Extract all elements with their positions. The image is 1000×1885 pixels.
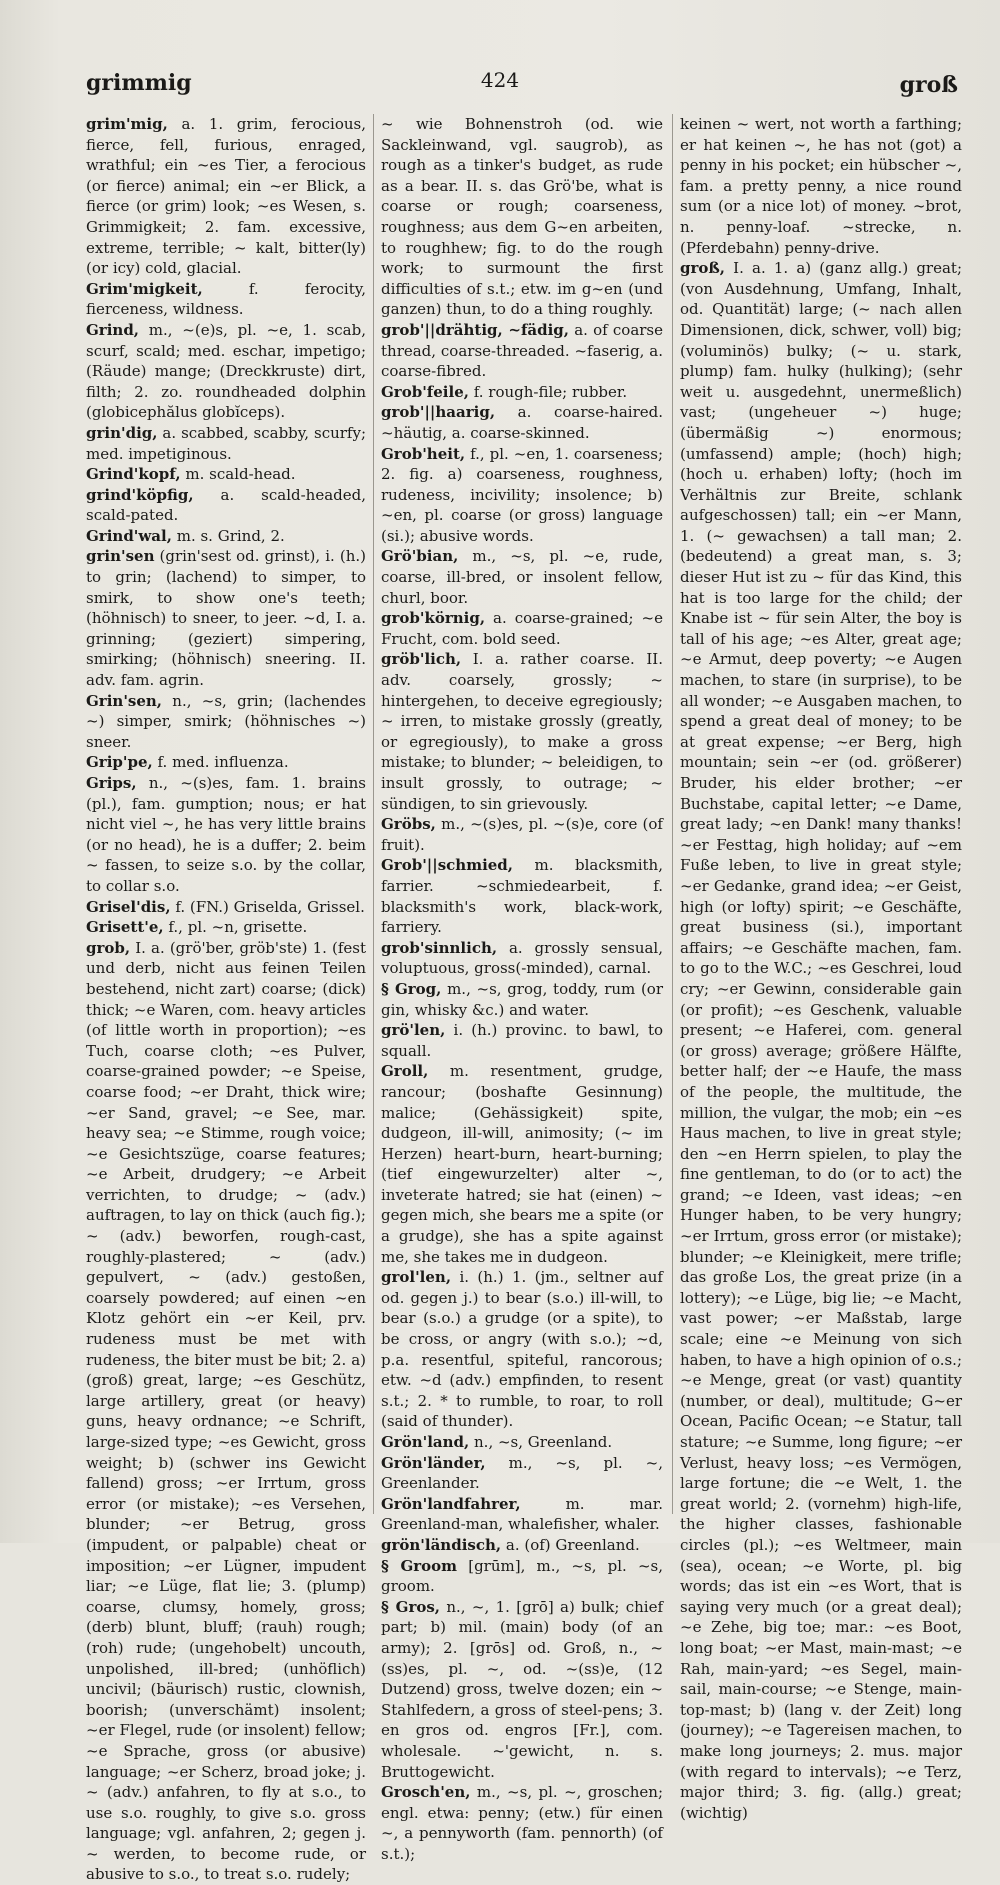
entry-definition: m. resentment, grudge, rancour; (boshafte Gesinnung) malice; (Gehässigkeit) spite, dudgeon, ill-will, animosity; (~ im Herzen) heart-burn, heart-burning; (tief eingewurzelter) alter ~, inveterate hatred; sie hat (einen) ~ gegen mich, she bears me a spite (or a grudge), she has a spite against me, she takes me in dudgeon. xyxy=(381,1062,663,1266)
entry-definition: n., ~s, Greenland. xyxy=(469,1433,613,1451)
entry-headword: gröb'lich, xyxy=(381,650,462,669)
dictionary-entry xyxy=(381,1782,663,1864)
entry-definition: m., ~s, grog, toddy, rum (or gin, whisky &c.) and water. xyxy=(381,979,663,1019)
entry-headword: Grosch'en, xyxy=(381,1783,471,1802)
entry-definition: a. (of) Greenland. xyxy=(501,1535,640,1554)
column-1 xyxy=(86,114,366,1884)
entry-definition: [grūm], m., ~s, pl. ~s, groom. xyxy=(381,1556,663,1596)
entry-definition: (grin'sest od. grinst), i. (h.) to grin; (lachend) to simper, to smirk, to show one's teeth; (höhnisch) to sneer, to jeer. ~d, I. a. grinning; (geziert) simpering, smirking; (höhnisch) sneering. II. adv. fam. agrin. xyxy=(86,547,366,690)
entry-headword: grön'ländisch, xyxy=(381,1535,502,1554)
entry-headword: § Gros, xyxy=(381,1597,441,1616)
dictionary-entry xyxy=(381,1556,663,1597)
entry-definition: f. (FN.) Griselda, Grissel. xyxy=(170,897,365,916)
dictionary-entry xyxy=(86,917,366,938)
dictionary-entry xyxy=(86,691,366,753)
entry-headword: grin'dig, xyxy=(86,423,158,442)
dictionary-entry xyxy=(381,1494,663,1535)
dictionary-entry xyxy=(381,938,663,979)
entry-headword: grö'len, xyxy=(381,1021,446,1040)
entry-definition: a. scabbed, scabby, scurfy; med. impetiginous. xyxy=(86,423,366,463)
entry-definition: I. a. rather coarse. II. adv. coarsely, grossly; ~ hintergehen, to deceive egregiously; ~ irren, to mistake grossly (greatly, or egregiously), to make a gross mistake; to blunder; ~ beleidigen, to insult grossly, to outrage; ~ sündigen, to sin grievously. xyxy=(381,650,663,813)
entry-headword: Grob'feile, xyxy=(381,382,469,401)
entry-definition: ~ wie Bohnenstroh (od. wie Sackleinwand, vgl. saugrob), as rough as a tinker's budget, as rude as a bear. II. s. das Grö'be, what is coarse or rough; coarseness, roughness; aus dem G~en arbeiten, to roughhew; fig. to do the rough work; to surmount the first difficulties of s.t.; etw. im g~en (und ganzen) thun, to do a thing roughly. xyxy=(381,115,663,319)
entry-definition: m. s. Grind, 2. xyxy=(171,526,285,545)
entry-definition: f., pl. ~en, 1. coarseness; 2. fig. a) coarseness, roughness, rudeness, incivility; insolence; b) ~en, pl. coarse (or gross) language (si.); abusive words. xyxy=(381,444,663,545)
entry-definition: a. coarse-grained; ~e Frucht, com. bold seed. xyxy=(381,609,663,648)
dictionary-entry xyxy=(86,546,366,690)
entry-definition: n., ~, 1. [grō] a) bulk; chief part; b) mil. (main) body (of an army); 2. [grōs] od. Groß, n., ~(ss)es, pl. ~, od. ~(ss)e, (12 Dutzend) gross, twelve dozen; ein ~ Stahlfedern, a gross of steel-pens; 3. en gros od. engros [Fr.], com. wholesale. ~'gewicht, n. s. Bruttogewicht. xyxy=(381,1597,664,1781)
header-right-catchword: groß xyxy=(899,72,958,98)
column-2 xyxy=(381,114,664,1863)
dictionary-entry xyxy=(680,258,962,1823)
dictionary-entry xyxy=(381,1020,663,1061)
dictionary-entry xyxy=(381,608,663,649)
entry-definition: a. coarse-haired. ~häutig, a. coarse-skinned. xyxy=(381,403,663,442)
entry-definition: f., pl. ~n, grisette. xyxy=(163,918,308,937)
entry-headword: Grön'land, xyxy=(381,1433,470,1451)
entry-definition: m., ~(s)es, pl. ~(s)e, core (of fruit). xyxy=(381,815,663,854)
entry-definition: f. rough-file; rubber. xyxy=(468,382,628,401)
entry-definition: m., ~s, pl. ~, groschen; engl. etwa: penny; (etw.) für einen ~, a pennyworth (fam. pennorth) (of s.t.); xyxy=(381,1783,663,1863)
entry-headword: Grob'||schmied, xyxy=(381,856,514,875)
dictionary-entry xyxy=(381,1597,663,1782)
entry-headword: Grind'wal, xyxy=(86,526,172,545)
entry-headword: grob'körnig, xyxy=(381,609,486,628)
entry-definition: I. a. (grö'ber, gröb'ste) 1. (fest und derb, nicht aus feinen Teilen bestehend, nicht zart) coarse; (dick) thick; ~e Waren, com. heavy articles (of little worth in proportion); ~es Tuch, coarse cloth; ~es Pulver, coarse-grained powder; ~e Speise, coarse food; ~er Draht, thick wire; ~er Sand, gravel; ~e See, mar. heavy sea; ~e Stimme, rough voice; ~e Gesichtszüge, coarse features; ~e Arbeit, drudgery; ~e Arbeit verrichten, to drudge; ~ (adv.) auftragen, to lay on thick (auch fig.); ~ (adv.) beworfen, rough-cast, roughly-plastered; ~ (adv.) gepulvert, ~ (adv.) gestoßen, coarsely powdered; auf einen ~en Klotz gehört ein ~er Keil, prv. rudeness must be met with rudeness, the biter must be bit; 2. a) (groß) great, large; ~es Geschütz, large artillery, great (or heavy) guns, heavy ordnance; ~e Schrift, large-sized type; ~es Gewicht, gross weight; b) (schwer ins Gewicht fallend) gross; ~er Irrtum, gross error (or mistake); ~es Versehen, blunder; ~er Betrug, gross (impudent, or palpable) cheat or imposition; ~er Lügner, impudent liar; ~e Lüge, flat lie; 3. (plump) coarse, clumsy, homely, gross; (derb) blunt, bluff; (rauh) rough; (roh) rude; (ungehobelt) uncouth, unpolished, ill-bred; (unhöflich) uncivil; (bäurisch) rustic, clownish, boorish; (unverschämt) insolent; ~er Flegel, rude (or insolent) fellow; ~e Sprache, gross (or abusive) language; ~er Scherz, broad joke; j. ~ (adv.) anfahren, to fly at s.o., to use s.o. roughly, to give s.o. gross language; vgl. anfahren, 2; gegen j. ~ werden, to become rude, or abusive to s.o., to treat s.o. rudely; xyxy=(86,938,366,1884)
entry-headword: Grin'sen, xyxy=(86,691,163,710)
dictionary-entry xyxy=(86,464,366,485)
entry-headword: grol'len, xyxy=(381,1268,452,1287)
dictionary-entry xyxy=(86,423,366,464)
entry-definition: a. grossly sensual, voluptuous, gross(-minded), carnal. xyxy=(381,938,663,978)
dictionary-entry xyxy=(86,773,366,897)
entry-definition: m., ~s, pl. ~, Greenlander. xyxy=(381,1453,663,1493)
entry-headword: grin'sen xyxy=(86,547,155,566)
dictionary-entry xyxy=(86,938,366,1885)
dictionary-entry xyxy=(381,649,663,814)
dictionary-entry xyxy=(381,546,663,608)
entry-definition: m. blacksmith, farrier. ~schmiedearbeit, f. blacksmith's work, black-work, farriery. xyxy=(381,856,663,937)
entry-definition: m. scald-head. xyxy=(180,465,296,484)
entry-headword: groß, xyxy=(680,259,726,278)
entry-definition: i. (h.) 1. (jm., seltner auf od. gegen j.) to bear (s.o.) ill-will, to bear (s.o.) a grudge (or a spite), to be cross, or angry (with s.o.); ~d, p.a. resentful, spiteful, rancorous; etw. ~d (adv.) empfinden, to resent s.t.; 2. * to rumble, to roar, to roll (said of thunder). xyxy=(381,1268,663,1431)
entry-definition: keinen ~ wert, not worth a farthing; er hat keinen ~, he has not (got) a penny in his pocket; ein hübscher ~, fam. a pretty penny, a nice round sum (or a nice lot) of money. ~brot, n. penny-loaf. ~strecke, n. (Pferdebahn) penny-drive. xyxy=(680,115,962,257)
entry-headword: Grind'kopf, xyxy=(86,465,181,484)
entry-definition: f. med. influenza. xyxy=(152,753,289,772)
entry-headword: Gröbs, xyxy=(381,815,436,834)
entry-definition: f. ferocity, fierceness, wildness. xyxy=(86,279,366,319)
entry-headword: Grob'heit, xyxy=(381,444,466,463)
entry-headword: Groll, xyxy=(381,1062,429,1081)
entry-headword: grim'mig, xyxy=(86,115,168,133)
entry-definition: a. 1. grim, ferocious, fierce, fell, furious, enraged, wrathful; ein ~es Tier, a ferocious (or fierce) animal; ein ~er Blick, a fierce (or grim) look; ~es Wesen, s. Grimmigkeit; 2. fam. excessive, extreme, terrible; ~ kalt, bitter(ly) (or icy) cold, glacial. xyxy=(86,115,366,278)
entry-headword: Grips, xyxy=(86,774,137,792)
dictionary-entry xyxy=(381,1432,663,1453)
dictionary-entry xyxy=(86,320,366,423)
dictionary-entry xyxy=(381,979,663,1020)
dictionary-entry xyxy=(381,382,663,403)
page-header xyxy=(0,58,1000,98)
header-left-catchword: grimmig xyxy=(86,70,192,96)
dictionary-entry xyxy=(86,485,366,526)
entry-headword: Grön'länder, xyxy=(381,1453,486,1472)
entry-headword: Grisett'e, xyxy=(86,918,164,937)
entry-definition: I. a. 1. a) (ganz allg.) great; (von Ausdehnung, Umfang, Inhalt, od. Quantität) large; (~ nach allen Dimensionen, dick, schwer, voll) big; (voluminös) bulky; (~ u. stark, plump) fam. hulky (hulking); (sehr weit u. ausgedehnt, unermeßlich) vast; (ungeheuer ~) huge; (übermäßig ~) enormous; (umfassend) ample; (hoch) high; (hoch u. erhaben) lofty; (hoch im Verhältnis zur Breite, schlank aufgeschossen) tall; ein ~er Mann, 1. (~ gewachsen) a tall man; 2. (bedeutend) a great man, s. 3; dieser Hut ist zu ~ für das Kind, this hat is too large for the child; der Knabe ist ~ für sein Alter, the boy is tall of his age; ~es Alter, great age; ~e Armut, deep poverty; ~e Augen machen, to stare (in surprise), to be all wonder; ~e Ausgaben machen, to spend a great deal of money; to be at great expense; ~er Berg, high mountain; sein ~er (od. größerer) Bruder, his elder brother; ~er Buchstabe, capital letter; ~e Dame, great lady; ~en Dank! many thanks! ~er Festtag, high holiday; auf ~em Fuße leben, to live in great style; ~er Gedanke, grand idea; ~er Geist, high (or lofty) spirit; ~e Geschäfte, great business (si.), important affairs; ~e Geschäfte machen, fam. to go to the W.C.; ~es Geschrei, loud cry; ~er Gewinn, considerable gain (or profit); ~es Geschenk, valuable present; ~e Haferei, com. general (or gross) average; größere Hälfte, better half; der ~e Haufe, the mass of the people, the multitude, the million, the vulgar, the mob; ein ~es Haus machen, to live in great style; den ~en Herrn spielen, to play the fine gentleman, to do (or to act) the grand; ~e Ideen, vast ideas; ~en Hunger haben, to be very hungry; ~er Irrtum, gross error (or mistake); blunder; ~e Kleinigkeit, mere trifle; das große Los, the great prize (in a lottery); ~e Lüge, big lie; ~e Macht, vast power; ~er Maßstab, large scale; eine ~e Meinung von sich haben, to have a high opinion of o.s.; ~e Menge, great (or vast) quantity (number, or deal), multitude; G~er Ocean, Pacific Ocean; ~e Statur, tall stature; ~e Summe, long figure; ~er Verlust, heavy loss; ~es Vermögen, large fortune; die ~e Welt, 1. the great world; 2. (vornehm) high-life, the higher classes, fashionable circles (pl.); ~es Weltmeer, main (sea), ocean; ~e Worte, pl. big words; das ist ein ~es Wort, that is saying very much (or a great deal); ~e Zehe, big toe; mar.: ~es Boot, long boat; ~er Mast, main-mast; ~e Rah, main-yard; ~es Segel, main-sail, main-course; ~e Stenge, main-top-mast; b) (lang v. der Zeit) long (journey); ~e Tagereisen machen, to make long journeys; 2. mus. major (with regard to intervals); ~e Terz, major third; 3. fig. (allg.) great; (wichtig) xyxy=(680,259,962,1822)
entry-headword: Grim'migkeit, xyxy=(86,279,203,298)
dictionary-entry xyxy=(381,444,663,547)
entry-headword: grob'||drähtig, ~fädig, xyxy=(381,320,570,339)
entry-headword: § Groom xyxy=(381,1556,458,1575)
entry-headword: Grisel'dis, xyxy=(86,897,171,916)
entry-headword: grind'köpfig, xyxy=(86,485,194,504)
entry-headword: grob, xyxy=(86,938,131,957)
dictionary-entry xyxy=(86,526,366,547)
dictionary-entry xyxy=(86,279,366,320)
entry-headword: § Grog, xyxy=(381,979,442,998)
entry-headword: Grön'landfahrer, xyxy=(381,1494,521,1513)
dictionary-entry xyxy=(381,855,663,937)
page-number: 424 xyxy=(480,68,520,92)
entry-definition: a. scald-headed, scald-pated. xyxy=(86,485,366,525)
dictionary-entry xyxy=(381,1535,663,1556)
dictionary-entry xyxy=(381,114,663,320)
entry-headword: grob'||haarig, xyxy=(381,403,496,422)
dictionary-entry xyxy=(680,114,962,258)
column-3 xyxy=(680,114,962,1822)
entry-definition: n., ~s, grin; (lachendes ~) simper, smirk; (höhnisches ~) sneer. xyxy=(86,691,366,751)
dictionary-entry xyxy=(86,114,366,279)
entry-definition: m., ~(e)s, pl. ~e, 1. scab, scurf, scald; med. eschar, impetigo; (Räude) mange; (Dreckkruste) dirt, filth; 2. zo. roundheaded dolphin (globicephălus globĭceps). xyxy=(86,320,366,422)
entry-headword: grob'sinnlich, xyxy=(381,938,498,957)
dictionary-entry xyxy=(381,1267,663,1432)
entry-definition: i. (h.) provinc. to bawl, to squall. xyxy=(381,1021,663,1060)
entry-headword: Grö'bian, xyxy=(381,547,459,566)
column-divider xyxy=(373,114,374,1514)
entry-definition: m. mar. Greenland-man, whalefisher, whaler. xyxy=(381,1494,663,1534)
entry-headword: Grip'pe, xyxy=(86,753,153,772)
dictionary-entry xyxy=(381,402,663,443)
dictionary-entry xyxy=(381,320,663,382)
dictionary-entry xyxy=(86,752,366,773)
entry-definition: a. of coarse thread, coarse-threaded. ~faserig, a. coarse-fibred. xyxy=(381,320,664,381)
dictionary-entry xyxy=(381,1453,663,1494)
dictionary-entry xyxy=(381,1061,663,1267)
dictionary-entry xyxy=(381,814,663,855)
dictionary-entry xyxy=(86,897,366,918)
entry-definition: n., ~(s)es, fam. 1. brains (pl.), fam. gumption; nous; er hat nicht viel ~, he has very little brains (or no head), he is a duffer; 2. beim ~ fassen, to seize s.o. by the collar, to collar s.o. xyxy=(86,774,366,895)
column-divider xyxy=(672,114,673,1514)
entry-definition: m., ~s, pl. ~e, rude, coarse, ill-bred, or insolent fellow, churl, boor. xyxy=(381,547,663,607)
entry-headword: Grind, xyxy=(86,320,140,339)
